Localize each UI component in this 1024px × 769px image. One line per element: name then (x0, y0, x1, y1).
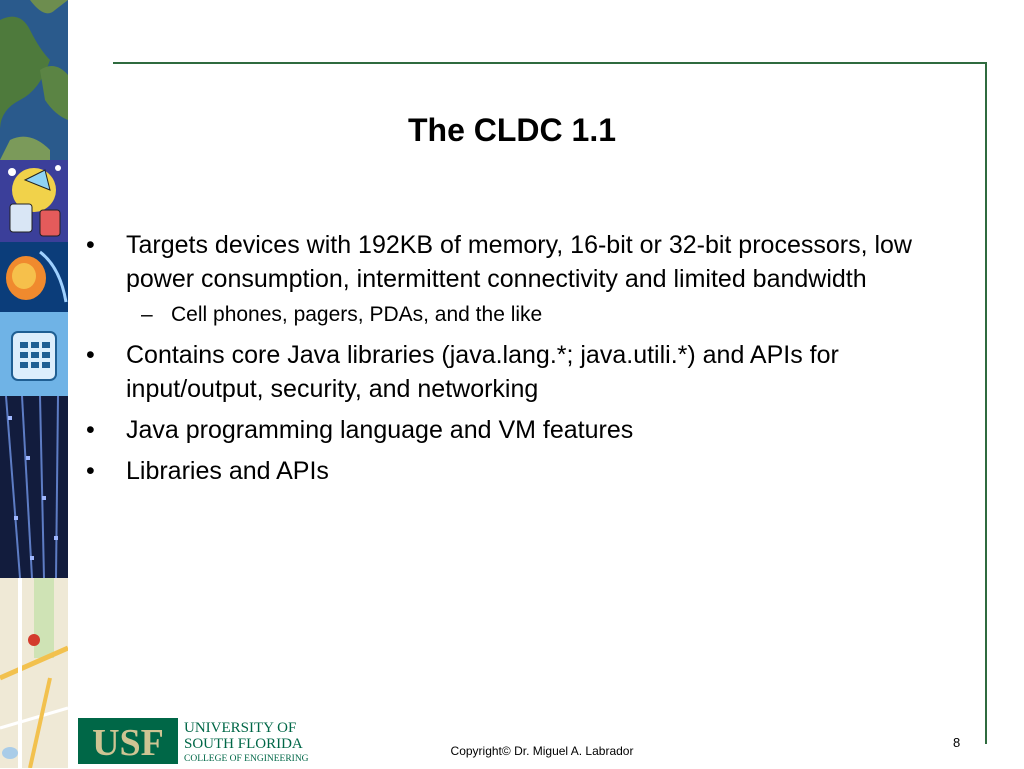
slide-body (86, 228, 916, 495)
sub-bullet-glyph: – (141, 303, 153, 326)
page-number: 8 (953, 735, 961, 750)
bullet-item (86, 454, 916, 488)
logo-line-1: UNIVERSITY OF (184, 720, 297, 736)
logo-letters: USF (92, 722, 164, 764)
bullet-item (86, 228, 916, 296)
bullet-text: Java programming language and VM features (126, 416, 634, 444)
frame-top-line (113, 62, 987, 64)
bullet-item (86, 338, 916, 406)
logo-line-2: SOUTH FLORIDA (184, 736, 303, 752)
bullet-glyph: • (86, 416, 95, 444)
server-rack-image (0, 396, 68, 578)
gadgets-collage-image (0, 160, 68, 242)
bullet-glyph: • (86, 231, 95, 259)
logo-line-3: COLLEGE OF ENGINEERING (184, 754, 309, 764)
bullet-text: Targets devices with 192KB of memory, 16-bit or 32-bit processors, low power consumption, intermittent connectivity and limited bandwidth (126, 231, 912, 293)
bullet-text: Libraries and APIs (126, 457, 329, 485)
frame-right-line (985, 62, 987, 744)
brain-scan-image (0, 242, 68, 312)
sub-bullet-item (86, 301, 916, 329)
slide-title: The CLDC 1.1 (407, 112, 617, 148)
bullet-text: Contains core Java libraries (java.lang.*; java.utili.*) and APIs for input/output, security, and networking (126, 341, 839, 403)
bullet-item (86, 413, 916, 447)
copyright-text: Copyright© Dr. Miguel A. Labrador (450, 744, 634, 758)
sub-bullet-text: Cell phones, pagers, PDAs, and the like (171, 303, 543, 326)
phone-keypad-image (0, 312, 68, 396)
street-map-image (0, 578, 68, 768)
bullet-glyph: • (86, 457, 95, 485)
bullet-glyph: • (86, 341, 95, 369)
